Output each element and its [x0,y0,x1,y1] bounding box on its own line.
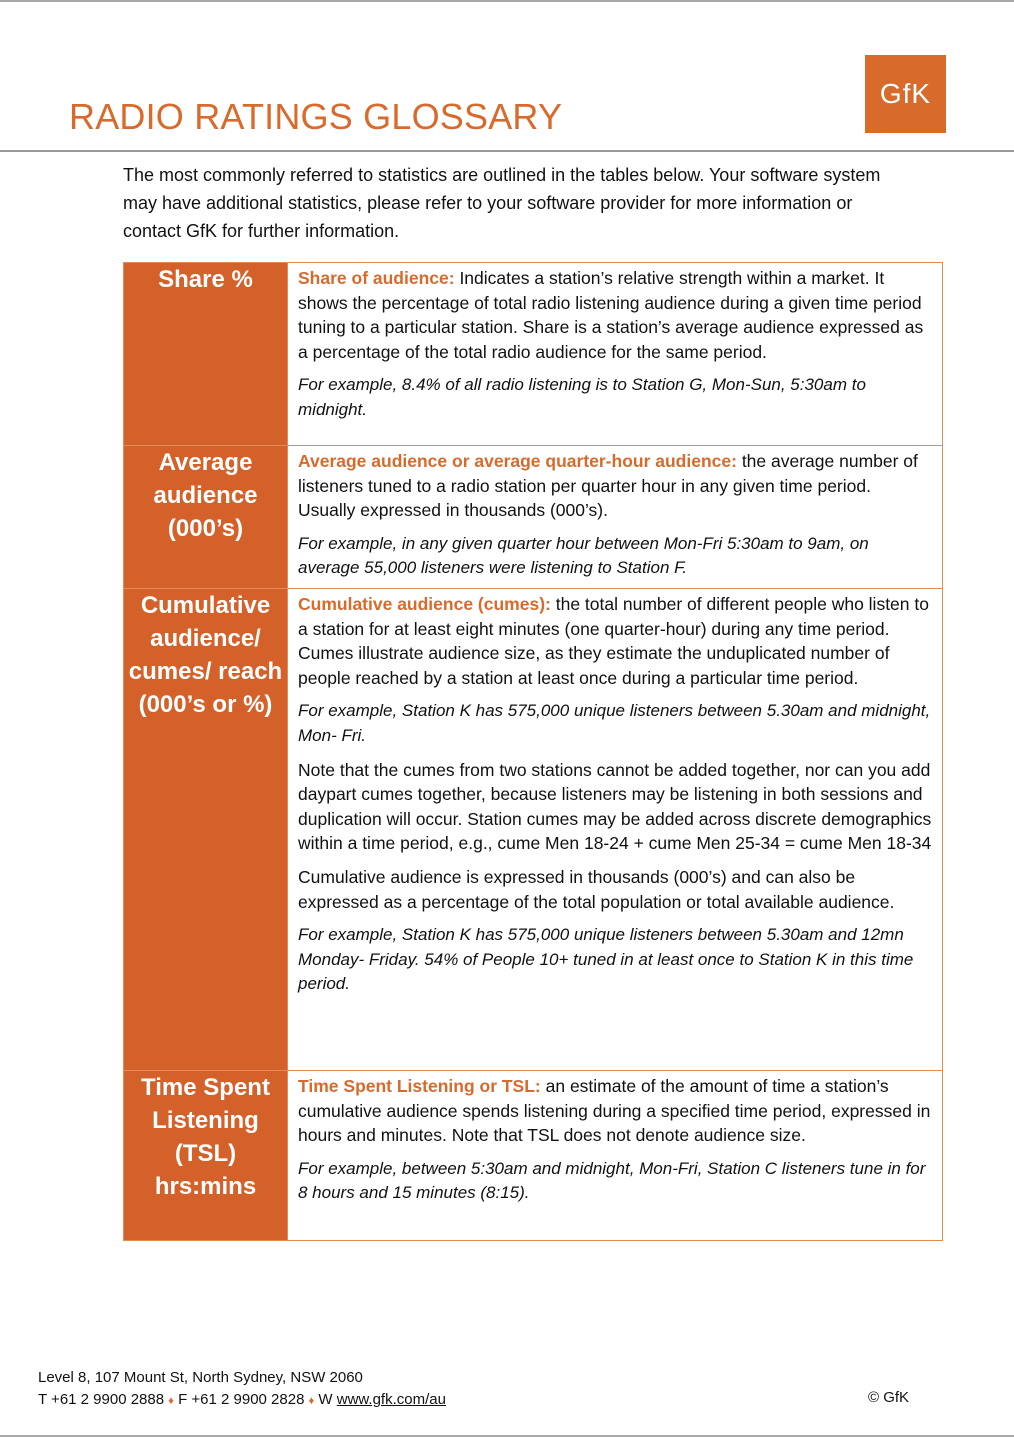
glossary-table [123,262,943,1241]
definition-note: Cumulative audience is expressed in thousands (000’s) and can also be expressed as a percentage of the total population or total available audience. [298,866,895,912]
term-cumulative-audience: Cumulative audience/ cumes/ reach (000’s or %) [124,589,288,1071]
logo-text: GfK [879,78,932,109]
term-share: Share % [124,263,288,446]
table-row [124,1071,943,1241]
term-time-spent-listening: Time Spent Listening (TSL) hrs:mins [124,1071,288,1241]
definition-lead: Average audience or average quarter-hour audience: [298,451,737,471]
footer [38,1367,446,1412]
definition-text: the total number of different people who listen to a station for at least eight minutes (one quarter-hour) during any time period. Cumes illustrate audience size, as they estimate the unduplicated number of people reached by a station at least once during a particular time period. [298,594,929,688]
copyright: © GfK [868,1389,910,1406]
definition-time-spent-listening [288,1071,943,1241]
footer-web-prefix: W [318,1391,333,1408]
definition-lead: Share of audience: [298,268,455,288]
bottom-border [0,1435,1014,1437]
definition-lead: Cumulative audience (cumes): [298,594,551,614]
footer-phone: T +61 2 9900 2888 [38,1391,165,1408]
definition-example: For example, Station K has 575,000 unique listeners between 5.30am and 12mn Monday- Friday. 54% of People 10+ tuned in at least once to Station K in this time period. [298,925,914,994]
definition-text: an estimate of the amount of time a station’s cumulative audience spends listening during a specified time period, expressed in hours and minutes. Note that TSL does not denote audience size. [298,1076,931,1146]
definition-lead: Time Spent Listening or TSL: [298,1076,541,1096]
diamond-separator-icon: ♦ [168,1395,174,1407]
definition-cumulative-audience [288,589,943,1071]
footer-contacts [38,1389,446,1412]
intro-paragraph: The most commonly referred to statistics are outlined in the tables below. Your software system may have additional statistics, please refer to your software provider for more information or contact GfK for further information. [123,165,881,241]
table-row [124,263,943,446]
definition-note: Note that the cumes from two stations cannot be added together, nor can you add daypart cumes together, because listeners may be listening in both sessions and duplication will occur. Station cumes may be added across discrete demographics within a time period, e.g., cume Men 18-24 + cume Men 25-34 = cume Men 18-34 [298,759,932,854]
table-row [124,446,943,589]
definition-text: the average number of listeners tuned to a radio station per quarter hour in any given time period. Usually expressed in thousands (000’s). [298,451,918,521]
header-divider [0,150,1014,152]
definition-text: Indicates a station’s relative strength within a market. It shows the percentage of total radio listening audience during a given time period tuning to a particular station. Share is a station’s average audience expressed as a percentage of the total radio audience for the same period. [298,268,924,362]
table-row [124,589,943,1071]
definition-example: For example, Station K has 575,000 unique listeners between 5.30am and midnight, Mon- Fri. [298,701,931,745]
website-link[interactable]: www.gfk.com/au [336,1391,446,1408]
gfk-logo [865,55,946,133]
definition-example: For example, 8.4% of all radio listening is to Station G, Mon-Sun, 5:30am to midnight. [298,375,866,419]
term-average-audience: Average audience (000’s) [124,446,288,589]
definition-share [288,263,943,446]
definition-average-audience [288,446,943,589]
definition-example: For example, between 5:30am and midnight, Mon-Fri, Station C listeners tune in for 8 hours and 15 minutes (8:15). [298,1158,926,1203]
diamond-separator-icon: ♦ [308,1395,315,1407]
footer-address: Level 8, 107 Mount St, North Sydney, NSW 2060 [38,1369,363,1386]
top-border [0,0,1014,2]
page-title: RADIO RATINGS GLOSSARY [69,96,563,137]
footer-fax: F +61 2 9900 2828 [178,1391,305,1408]
definition-example: For example, in any given quarter hour between Mon-Fri 5:30am to 9am, on average 55,000 listeners were listening to Station F. [298,533,869,578]
